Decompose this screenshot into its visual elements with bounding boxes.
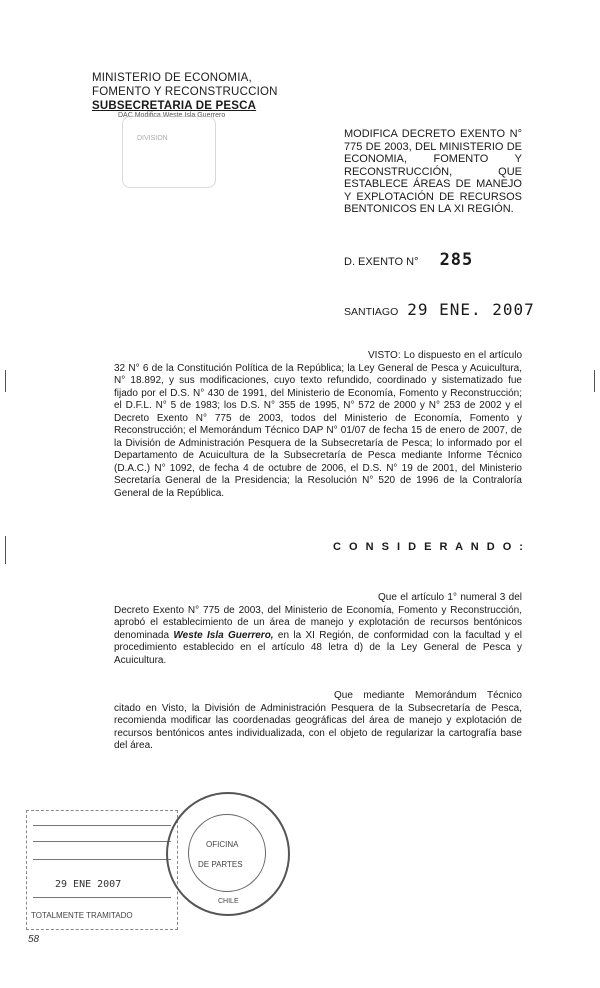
- visto-paragraph: [114, 350, 522, 500]
- date-value: 29 ENE. 2007: [407, 300, 535, 319]
- margin-mark: [5, 370, 6, 392]
- decreto-label: D. EXENTO N°: [344, 256, 419, 268]
- considerando-heading: C O N S I D E R A N D O :: [333, 541, 526, 553]
- margin-mark: [5, 536, 6, 564]
- decreto-number: [344, 250, 473, 270]
- p2-text: Que mediante Memorándum Técnico citado en Visto, la División de Administración Pesquera de la Subsecretaría de Pesca, recomienda modificar las coordenadas geográficas del área de manejo y explotación de recursos bentónicos antes individualizada, con el objeto de regularizar la cartografía base del área.: [114, 690, 522, 751]
- seal-text-chile: CHILE: [218, 898, 239, 905]
- decreto-value: 285: [439, 250, 474, 270]
- reception-stamp-text: TOTALMENTE TRAMITADO: [31, 911, 133, 920]
- ministry-line-1: MINISTERIO DE ECONOMIA,: [92, 72, 252, 84]
- reception-stamp: [26, 810, 178, 930]
- p1-area-name: Weste Isla Guerrero,: [173, 629, 274, 641]
- handwritten-number: 58: [28, 934, 40, 945]
- reception-stamp-date: 29 ENE 2007: [55, 879, 122, 890]
- seal-inner-ring: [188, 814, 266, 892]
- small-seal-stamp: [122, 116, 216, 188]
- date-line: [344, 300, 535, 319]
- small-seal-text: DIVISION: [137, 135, 168, 142]
- ministry-header: [92, 71, 278, 113]
- seal-text-oficina: OFICINA: [206, 840, 239, 849]
- seal-text-partes: DE PARTES: [198, 860, 243, 869]
- ministry-line-2: FOMENTO Y RECONSTRUCCION: [92, 86, 278, 98]
- p1-text-c: en la XI Región, de conformidad con la facultad y el procedimiento establecido en el artículo 48 letra d) de la Ley General de Pesca y Acuicultura.: [114, 629, 522, 666]
- subnote: DAC Modifica Weste Isla Guerrero: [118, 112, 226, 119]
- p1-text-a: Que el artículo 1° numeral 3 del Decreto Exento N° 775 de 2003, del Ministerio de Economía, Fomento y Reconstrucción, aprobó el establecimiento de un área de manejo y explotación de recursos bentónicos denominada: [114, 592, 522, 641]
- date-place: SANTIAGO: [344, 306, 399, 318]
- considerando-paragraph-2: [114, 690, 522, 753]
- document-title: MODIFICA DECRETO EXENTO N° 775 DE 2003, DEL MINISTERIO DE ECONOMIA, FOMENTO Y RECONSTRUCCIÓN, QUE ESTABLECE ÁREAS DE MANEJO Y EXPLOTACIÓN DE RECURSOS BENTONICOS EN LA XI REGIÓN.: [344, 128, 522, 215]
- margin-mark: [594, 370, 595, 392]
- subsecretaria-line: SUBSECRETARIA DE PESCA: [92, 100, 257, 112]
- visto-text: VISTO: Lo dispuesto en el artículo 32 N° 6 de la Constitución Política de la República; la Ley General de Pesca y Acuicultura, N° 18.892, y sus modificaciones, cuyo texto refundido, coordinado y sistematizado fue fijado por el D.S. N° 430 de 1991, del Ministerio de Economía, Fomento y Reconstrucción; el D.F.L. N° 5 de 1983; los D.S. N° 355 de 1995, N° 572 de 2000 y N° 253 de 2002 y el Decreto Exento N° 775 de 2003, todos del Ministerio de Economía, Fomento y Reconstrucción; el Memorándum Técnico DAP N° 01/07 de fecha 15 de enero de 2007, de la División de Administración Pesquera de la Subsecretaría de Pesca; lo informado por el Departamento de Acuicultura de la Subsecretaría de Pesca mediante Informe Técnico (D.A.C.) N° 1092, de fecha 4 de octubre de 2006, el D.S. N° 19 de 2001, del Ministerio Secretaría General de la Presidencia; la Resolución N° 520 de 1996 de la Contraloría General de la República.: [114, 350, 522, 499]
- considerando-paragraph-1: [114, 592, 522, 667]
- oficina-partes-seal: [166, 792, 290, 916]
